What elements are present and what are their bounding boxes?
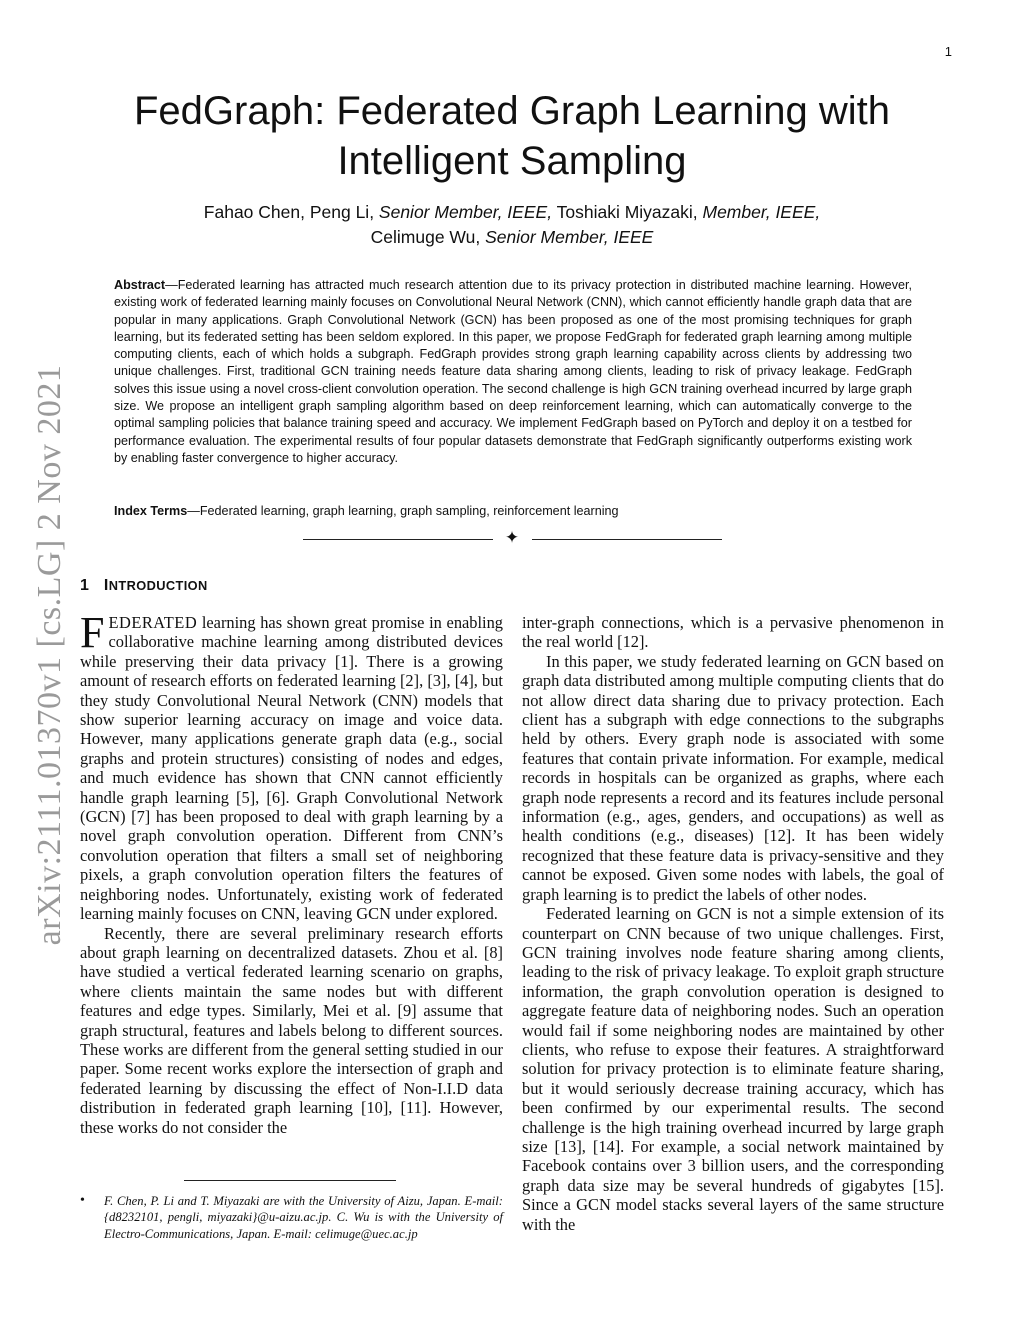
left-paragraph-2: Recently, there are several preliminary research efforts about graph learning on decentralized datasets. Zhou et al. [8] have studied a vertical federated learning scenario on graphs, where clients maintain the same nodes but with different features and edge types. Similarly, Mei et al. [9] assume that graph structural, features and labels belong to different sources. These works are different from the general setting studied in our paper. Some recent works explore the intersection of graph and federated learning by discussing the effect of Non-I.I.D data distribution in federated graph learning [10], [11]. However, these works do not consider the [80, 923, 503, 1137]
first-word-smallcaps: EDERATED [108, 613, 198, 632]
footnote-text: F. Chen, P. Li and T. Miyazaki are with the University of Aizu, Japan. E-mail: {d8232101, pengli, miyazaki}@u-aizu.ac.jp. C. Wu is with the University of Electro-Communications, Japan. E-mail: celimuge@uec.ac.jp [104, 1194, 503, 1241]
left-paragraph-1 [80, 608, 503, 924]
footnote-bullet: • [80, 1193, 85, 1208]
right-paragraph-1: inter-graph connections, which is a pervasive phenomenon in the real world [12]. [522, 613, 944, 652]
paper-title [100, 86, 924, 186]
authors-title-2: Member, IEEE, [702, 202, 821, 222]
right-paragraph-2: In this paper, we study federated learning on GCN based on graph data distributed among multiple computing clients that do not allow direct data sharing due to privacy protection. Each client has a subgraph with edge connections to the subgraphs held by others. Every graph node is associated with some features that contain private information. For example, medical records in hospitals can be organized as graphs, where each graph node represents a record and its features include personal information (e.g., ages, genders, and occupations) as well as health conditions (e.g., diseases) [12]. It has been widely recognized that these feature data is privacy-sensitive and they cannot be exposed. Given some nodes with labels, the goal of graph learning is to predict the labels of other nodes. [522, 651, 944, 904]
authors-title-3: Senior Member, IEEE [485, 227, 654, 247]
section-title-rest: NTRODUCTION [108, 578, 208, 593]
title-line-1: FedGraph: Federated Graph Learning with [134, 89, 890, 133]
authors-names-3: Celimuge Wu, [370, 227, 486, 247]
index-terms-label: Index Terms [114, 504, 188, 518]
footnote [80, 1193, 503, 1242]
authors-line-1 [100, 200, 924, 225]
left-paragraph-1-text: learning has shown great promise in enabling collaborative machine learning among distributed devices while preserving their data privacy [1]. There is a growing amount of research efforts on federated learning [2], [3], [4], but they study Convolutional Neural Network (CNN) models that show superior learning accuracy on image and voice data. However, many applications generate graph data (e.g., social graphs and protein structures) consisting of nodes and edges, and much evidence has shown that CNN cannot efficiently handle graph learning [5], [6]. Graph Convolutional Network (GCN) [7] has been proposed to deal with graph learning by a novel graph convolution operation. Different from CNN’s convolution operation that filters a small set of neighboring pixels, a graph convolution operation filters the features of neighboring nodes. Unfortunately, existing work of federated learning mainly focuses on CNN, leaving GCN under explored. [80, 613, 503, 924]
authors-names-2: Toshiaki Miyazaki, [552, 202, 703, 222]
separator-diamond-icon: ✦ [504, 528, 520, 547]
separator-rule-left [303, 539, 493, 540]
author-list [100, 200, 924, 250]
index-terms-text: —Federated learning, graph learning, graph sampling, reinforcement learning [187, 504, 619, 518]
title-line-2: Intelligent Sampling [337, 139, 687, 183]
left-column [80, 608, 503, 1137]
drop-cap: F [80, 608, 105, 657]
index-terms [114, 503, 912, 520]
authors-line-2 [100, 225, 924, 250]
authors-title-1: Senior Member, IEEE, [378, 202, 553, 222]
authors-names-1: Fahao Chen, Peng Li, [203, 202, 379, 222]
separator-rule-right [532, 539, 722, 540]
right-column [522, 613, 944, 1234]
abstract [114, 277, 912, 467]
abstract-label: Abstract [114, 278, 166, 292]
section-title-initial: I [103, 577, 109, 594]
abstract-text: —Federated learning has attracted much research attention due to its privacy protection in distributed machine learning. However, existing work of federated learning mainly focuses on Convolutional Neural Network (CNN), which cannot efficiently handle graph data that are popular in many applications. Graph Convolutional Network (GCN) has been proposed as one of the most promising techniques for graph learning, but its federated setting has been seldom explored. In this paper, we propose FedGraph for federated graph learning among multiple computing clients, each of which holds a subgraph. FedGraph provides strong graph learning capability across clients by addressing two unique challenges. First, traditional GCN training needs feature data sharing among clients, leading to risk of privacy leakage. FedGraph solves this issue using a novel cross-client convolution operation. The second challenge is high GCN training overhead incurred by large graph size. We propose an intelligent graph sampling algorithm based on deep reinforcement learning, which can automatically converge to the optimal sampling policies that balance training speed and accuracy. We implement FedGraph based on PyTorch and deploy it on a testbed for performance evaluation. The experimental results of four popular datasets demonstrate that FedGraph significantly outperforms existing work by enabling faster convergence to higher accuracy. [114, 278, 912, 465]
page-number: 1 [944, 44, 952, 59]
right-paragraph-3: Federated learning on GCN is not a simple extension of its counterpart on CNN because of two unique challenges. First, GCN training involves node feature sharing among clients, leading to the risk of privacy leakage. To exploit graph structure information, the graph convolution operation is designed to aggregate feature data of neighboring nodes. Such an operation would fail if some neighboring nodes are maintained by other clients, who refuse to expose their features. A straightforward solution for privacy protection is to eliminate feature sharing, but it would seriously decrease training accuracy, which has been confirmed by our experimental results. The second challenge is the high training overhead incurred by large graph size [13], [14]. For example, a social network maintained by Facebook contains over 3 billion users, and the corresponding graph data size may be several hundreds of gigabytes [15]. Since a GCN model stacks several layers of the same structure with the [522, 904, 944, 1234]
section-number: 1 [80, 577, 90, 594]
arxiv-identifier-watermark: arXiv:2111.01370v1 [cs.LG] 2 Nov 2021 [31, 364, 68, 946]
section-heading-introduction [80, 577, 208, 595]
footnote-rule [184, 1180, 396, 1181]
